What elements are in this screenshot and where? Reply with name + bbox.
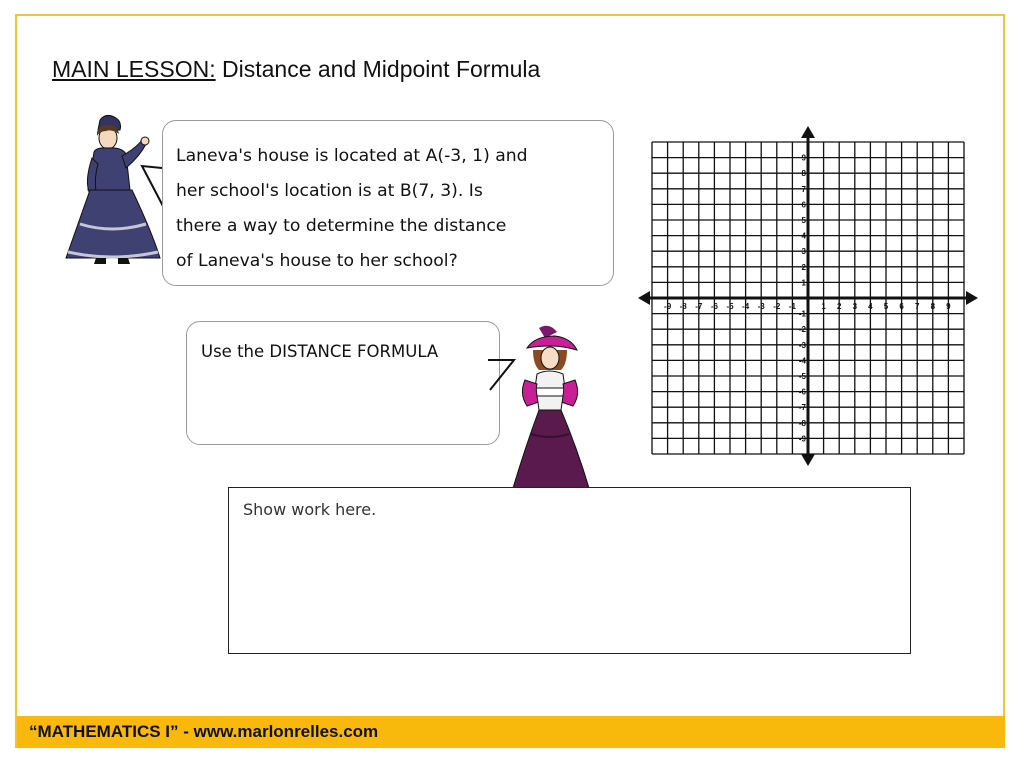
y-tick-label: 7 <box>801 184 806 194</box>
question-line: Laneva's house is located at A(-3, 1) and <box>176 146 528 166</box>
coordinate-grid <box>636 124 980 468</box>
x-tick-label: -1 <box>788 302 796 311</box>
y-tick-label: 4 <box>801 231 806 241</box>
x-tick-label: 8 <box>930 302 936 311</box>
x-axis-arrow-left <box>638 291 650 305</box>
y-tick-label: 8 <box>801 169 806 179</box>
x-tick-label: 9 <box>946 302 951 311</box>
x-tick-label: 5 <box>883 302 889 311</box>
footer-text: “MATHEMATICS I” - www.marlonrelles.com <box>29 722 379 741</box>
x-tick-label: -6 <box>710 302 718 311</box>
question-line: there a way to determine the distance <box>176 216 507 236</box>
x-tick-label: -2 <box>773 302 781 311</box>
x-tick-label: 7 <box>914 302 920 311</box>
x-tick-label: 1 <box>821 302 826 311</box>
question-speech-bubble <box>162 120 614 286</box>
y-tick-label: -1 <box>798 309 806 319</box>
work-area-label: Show work here. <box>243 500 377 519</box>
answer-text: Use the DISTANCE FORMULA <box>201 342 439 361</box>
y-tick-label: 3 <box>801 247 806 257</box>
y-tick-label: -8 <box>798 418 806 428</box>
y-tick-label: -2 <box>798 325 806 335</box>
x-tick-label: 4 <box>868 302 873 311</box>
x-tick-label: -7 <box>695 302 703 311</box>
x-tick-label: -3 <box>757 302 765 311</box>
work-area-box[interactable] <box>228 487 911 654</box>
x-tick-label: -9 <box>664 302 672 311</box>
x-axis-arrow-right <box>966 291 978 305</box>
y-tick-label: -6 <box>798 387 806 397</box>
y-tick-label: 2 <box>801 262 806 272</box>
question-line: her school's location is at B(7, 3). Is <box>176 181 483 201</box>
x-tick-label: -5 <box>726 302 734 311</box>
y-tick-label: 1 <box>801 278 806 288</box>
y-tick-label: -3 <box>798 340 806 350</box>
lady-purple-illustration <box>505 322 595 490</box>
answer-speech-bubble <box>186 321 500 445</box>
y-tick-label: -7 <box>798 403 806 413</box>
y-tick-label: 6 <box>801 200 806 210</box>
y-tick-label: -5 <box>798 372 806 381</box>
x-tick-label: 6 <box>899 302 904 311</box>
y-tick-label: 5 <box>801 216 806 225</box>
y-tick-label: 9 <box>801 153 806 163</box>
x-tick-label: 3 <box>852 302 858 311</box>
y-axis-arrow-down <box>801 454 815 466</box>
y-axis-arrow-up <box>801 126 815 138</box>
x-tick-label: -8 <box>679 302 687 311</box>
y-tick-label: -4 <box>798 356 806 366</box>
title-label: MAIN LESSON: <box>52 56 216 82</box>
question-line: of Laneva's house to her school? <box>176 251 458 271</box>
page-title <box>52 56 540 83</box>
x-tick-label: 2 <box>836 302 842 311</box>
y-tick-label: -9 <box>798 434 806 444</box>
title-text: Distance and Midpoint Formula <box>215 56 541 82</box>
footer-bar <box>17 716 1005 748</box>
x-tick-label: -4 <box>742 302 750 311</box>
